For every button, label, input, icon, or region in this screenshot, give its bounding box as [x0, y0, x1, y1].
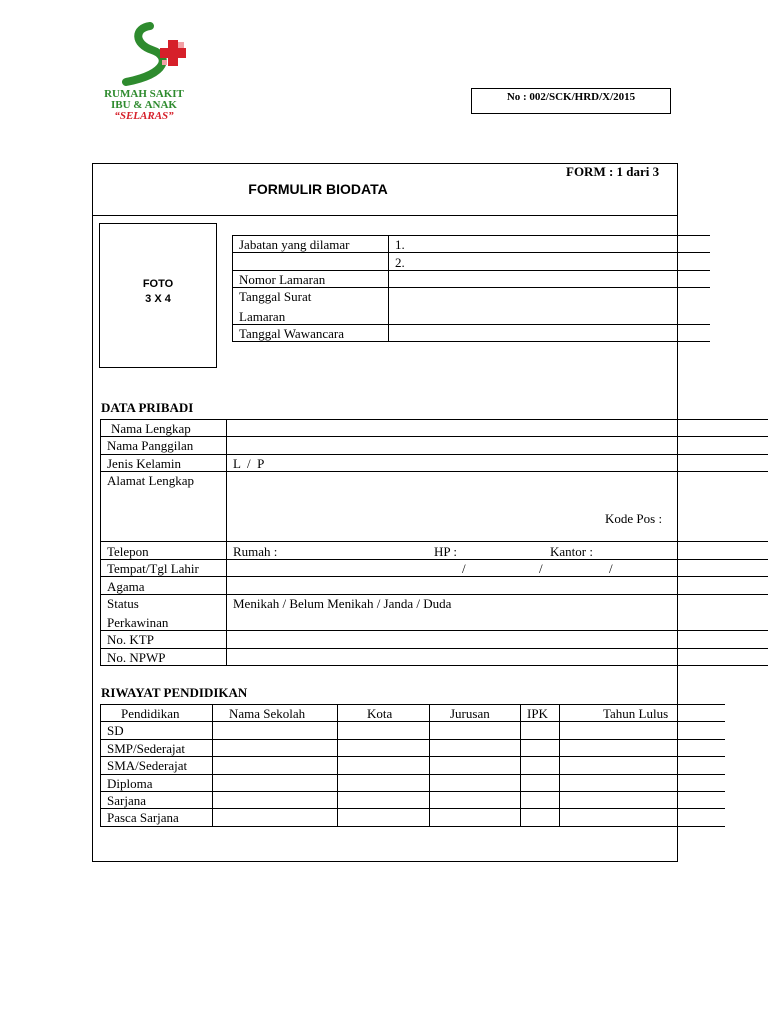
full-name-label: Nama Lengkap	[111, 421, 191, 436]
table-line	[100, 630, 768, 631]
education-level-sma: SMA/Sederajat	[107, 758, 188, 773]
table-line	[429, 704, 430, 826]
education-level-smp: SMP/Sederajat	[107, 741, 185, 756]
education-heading: RIWAYAT PENDIDIKAN	[101, 685, 248, 700]
birth-place-date-label: Tempat/Tgl Lahir	[107, 561, 199, 576]
table-line	[388, 235, 389, 341]
date-separator: /	[539, 561, 543, 576]
logo-line-2: IBU & ANAK	[110, 99, 177, 111]
education-level-pasca-sarjana: Pasca Sarjana	[107, 810, 179, 825]
date-separator: /	[462, 561, 466, 576]
table-line	[100, 471, 768, 472]
form-title: FORMULIR BIODATA	[248, 181, 388, 197]
npwp-label: No. NPWP	[107, 650, 166, 665]
table-line	[337, 704, 338, 826]
position-applied-label: Jabatan yang dilamar	[239, 237, 350, 252]
table-line	[100, 454, 768, 455]
table-line	[100, 791, 725, 792]
logo-emblem-icon	[112, 22, 192, 86]
phone-hp-label: HP :	[434, 544, 457, 559]
position-choice-1: 1.	[395, 237, 405, 252]
postal-code-label: Kode Pos :	[605, 511, 663, 526]
table-line	[232, 235, 233, 341]
photo-size: 3 X 4	[145, 293, 171, 305]
column-header-school-name: Nama Sekolah	[229, 706, 306, 721]
table-line	[520, 704, 521, 826]
table-line	[100, 774, 725, 775]
column-header-gpa: IPK	[527, 706, 548, 721]
table-line	[100, 739, 725, 740]
table-line	[100, 665, 768, 666]
logo-line-1: RUMAH SAKIT	[104, 88, 184, 100]
personal-data-heading: DATA PRIBADI	[101, 400, 194, 415]
table-line	[100, 594, 768, 595]
phone-office-label: Kantor :	[550, 544, 593, 559]
table-line	[100, 648, 768, 649]
photo-box	[99, 223, 217, 368]
position-choice-2: 2.	[395, 255, 405, 270]
phone-home-label: Rumah :	[233, 544, 278, 559]
marital-status-label: Status	[107, 596, 139, 611]
education-level-sd: SD	[107, 723, 124, 738]
marital-status-label-2: Perkawinan	[107, 615, 169, 630]
letter-date-label-2: Lamaran	[239, 309, 286, 324]
column-header-education: Pendidikan	[121, 706, 180, 721]
title-divider	[92, 215, 678, 216]
table-line	[100, 541, 768, 542]
table-line	[100, 756, 725, 757]
table-line	[212, 704, 213, 826]
table-line	[100, 704, 101, 826]
application-number-label: Nomor Lamaran	[239, 272, 326, 287]
column-header-graduation-year: Tahun Lulus	[603, 706, 669, 721]
religion-label: Agama	[107, 579, 145, 594]
education-level-sarjana: Sarjana	[107, 793, 146, 808]
marital-status-options: Menikah / Belum Menikah / Janda / Duda	[233, 596, 452, 611]
logo-tagline: “SELARAS”	[114, 110, 174, 122]
table-line	[232, 270, 710, 271]
column-header-major: Jurusan	[450, 706, 490, 721]
table-line	[232, 235, 710, 236]
interview-date-label: Tanggal Wawancara	[239, 326, 344, 341]
document-number: No : 002/SCK/HRD/X/2015	[471, 88, 671, 114]
ktp-label: No. KTP	[107, 632, 154, 647]
address-label: Alamat Lengkap	[107, 473, 194, 488]
letter-date-label: Tanggal Surat	[239, 289, 312, 304]
table-line	[100, 704, 725, 705]
column-header-city: Kota	[367, 706, 393, 721]
phone-label: Telepon	[107, 544, 149, 559]
form-page-number: FORM : 1 dari 3	[566, 164, 660, 179]
table-line	[559, 704, 560, 826]
table-line	[100, 419, 768, 420]
table-line	[100, 808, 725, 809]
table-line	[100, 419, 101, 665]
table-line	[100, 436, 768, 437]
table-line	[226, 419, 227, 665]
photo-label: FOTO	[142, 278, 174, 290]
nickname-label: Nama Panggilan	[107, 438, 194, 453]
table-line	[100, 576, 768, 577]
date-separator: /	[609, 561, 613, 576]
table-line	[232, 324, 710, 325]
gender-label: Jenis Kelamin	[107, 456, 182, 471]
gender-options: L / P	[233, 456, 265, 471]
table-line	[100, 826, 725, 827]
education-level-diploma: Diploma	[107, 776, 153, 791]
